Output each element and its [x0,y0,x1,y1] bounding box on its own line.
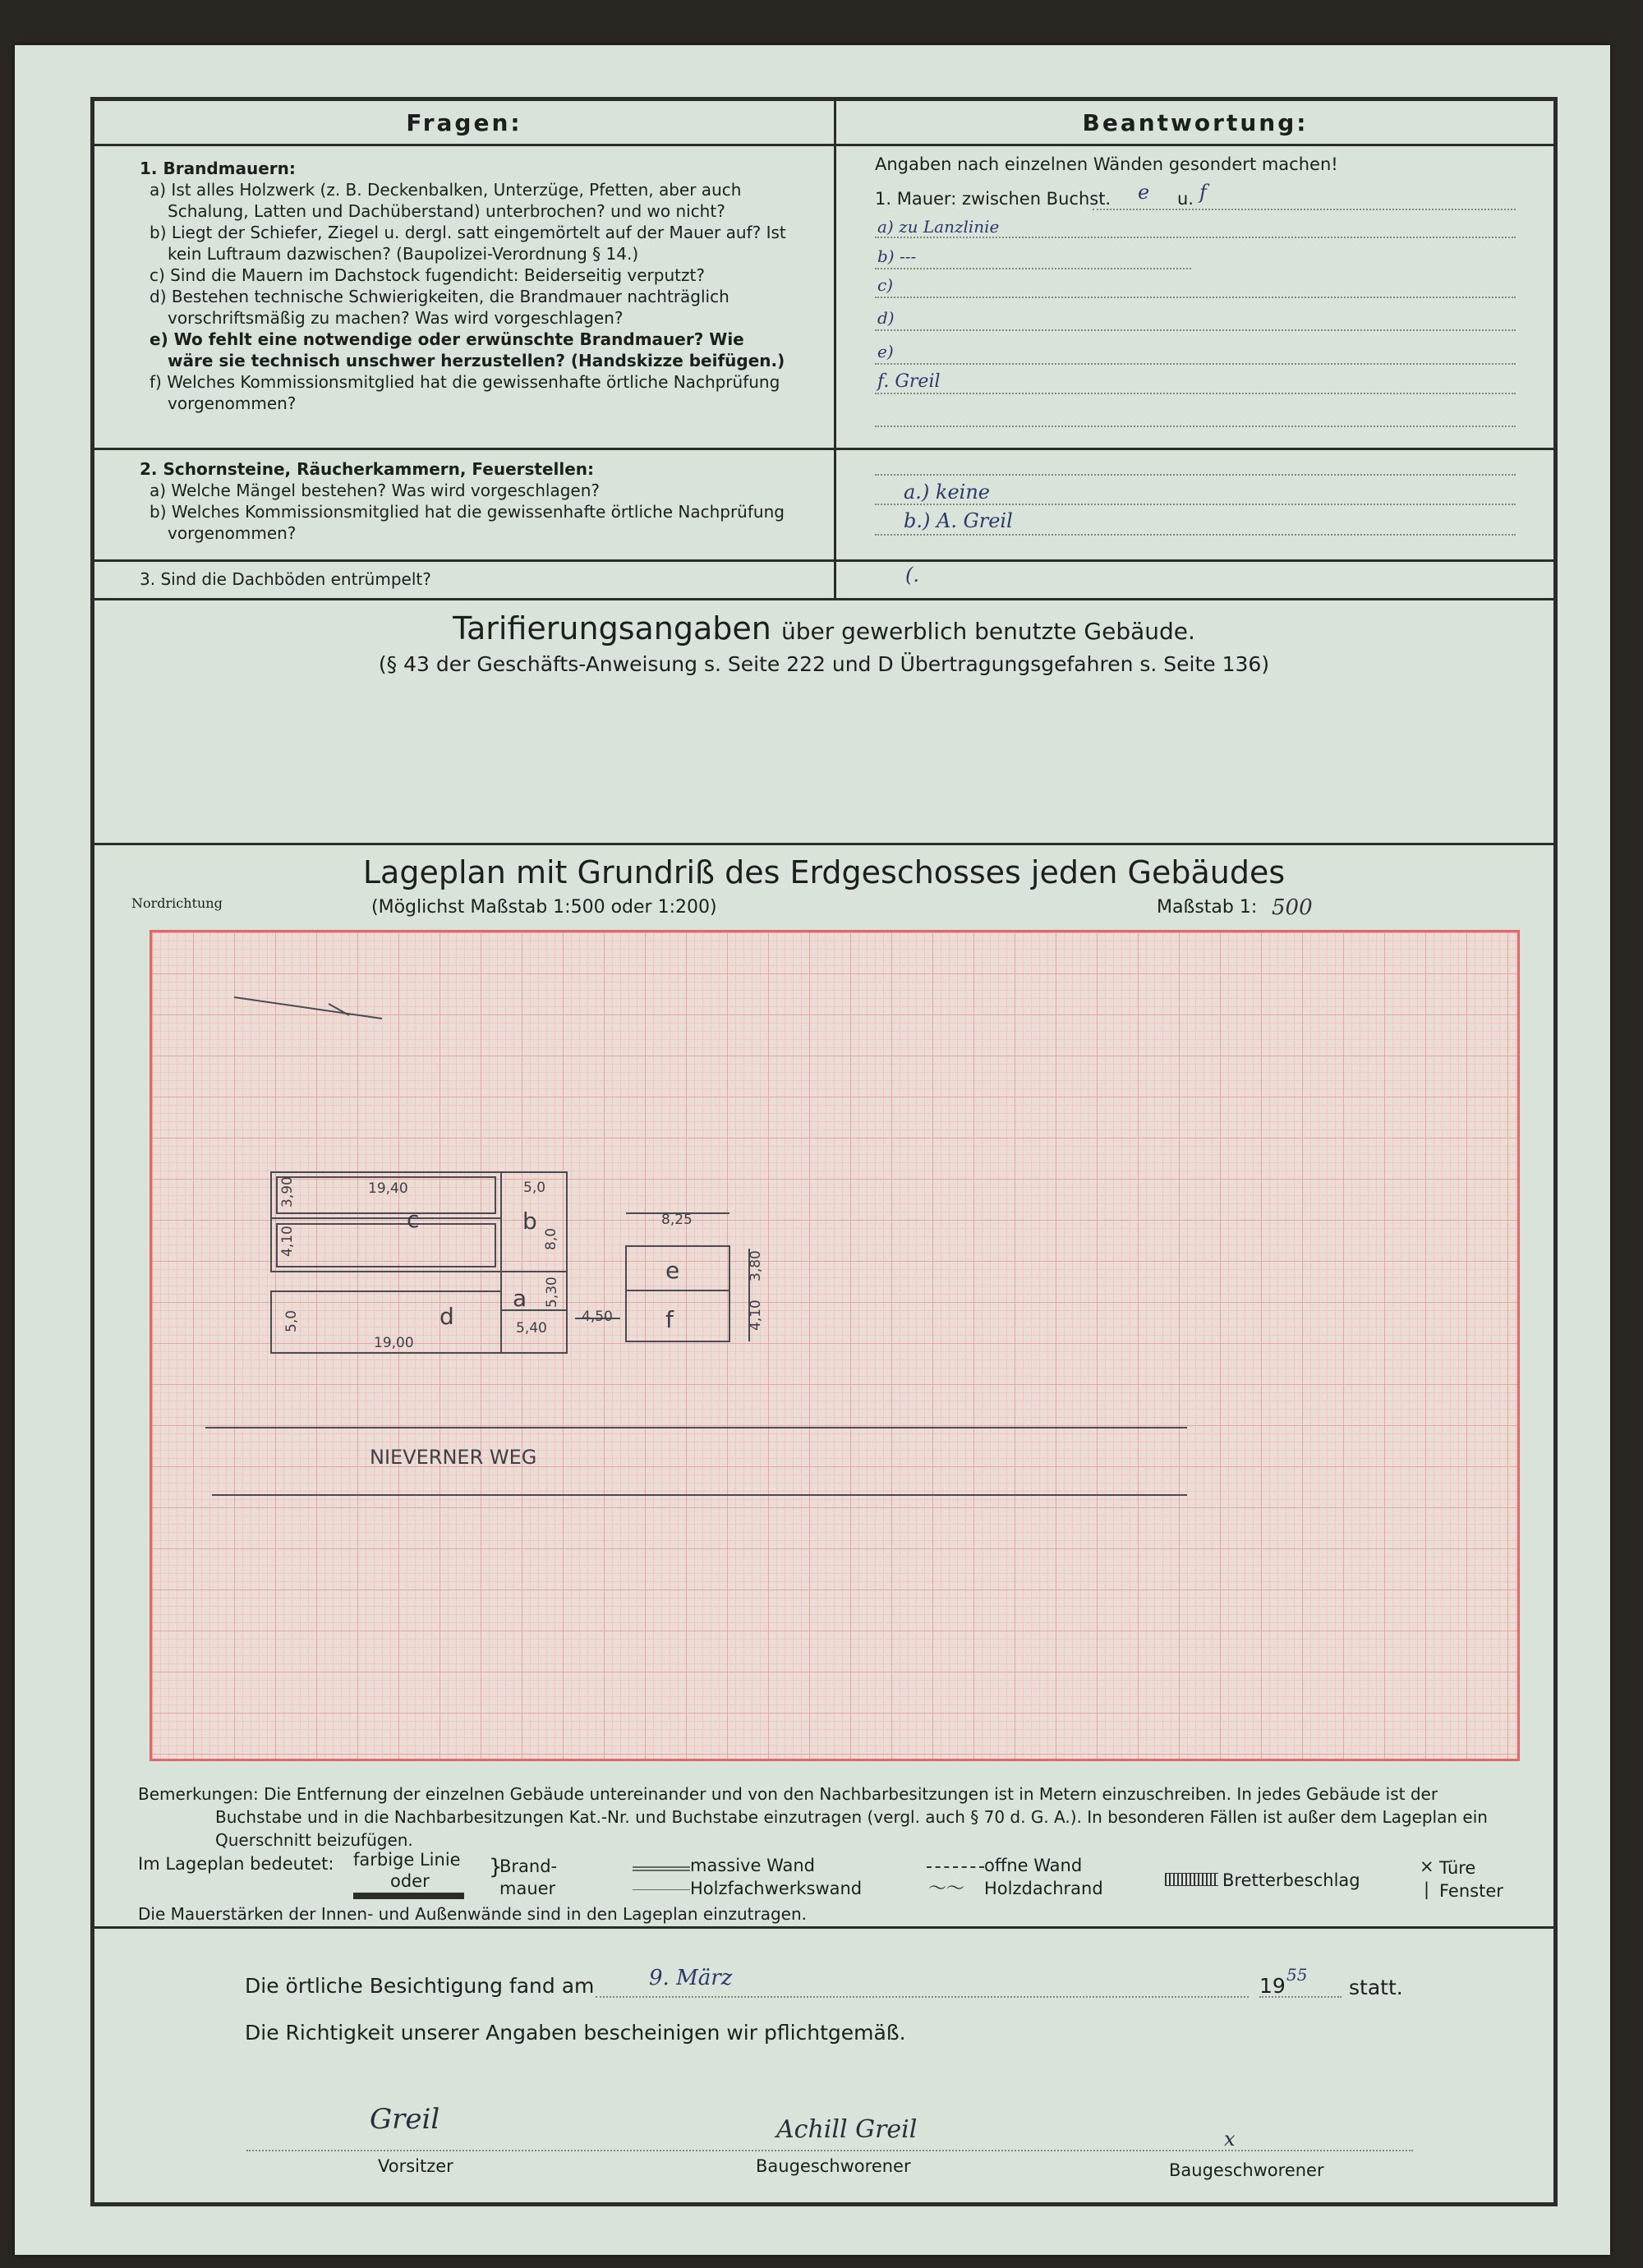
tarif-sub: (§ 43 der Geschäfts-Anweisung s. Seite 222 und D Übertragungsgefahren s. Seite 136) [378,652,1270,676]
label-f: f [665,1306,674,1333]
dim-label: 5,40 [516,1320,547,1336]
answer-intro: Angaben nach einzelnen Wänden gesondert machen! [875,154,1338,174]
answer-2b: b.) A. Greil [904,509,1013,532]
answer-f: f. Greil [877,371,941,392]
signature-vorsitzer: Greil [370,2103,440,2136]
footer-richtigkeit: Die Richtigkeit unserer Angaben bescheinigen wir pflichtgemäß. [245,2021,906,2045]
label-e: e [665,1257,680,1284]
label-a: a [513,1285,527,1312]
tarif-title-main: Tarifierungsangaben [453,610,771,646]
q2-a: a) Welche Mängel bestehen? Was wird vorgeschlagen? [150,481,601,500]
legend-intro: Im Lageplan bedeutet: [138,1854,334,1874]
answer-a: a) zu Lanzlinie [877,217,1000,237]
q2-b: b) Welches Kommissionsmitglied hat die gewissenhafte örtliche Nachprüfung vorgenommen? [150,502,785,543]
q1-f: f) Welches Kommissionsmitglied hat die gewissenhafte örtliche Nachprüfung vorgenommen? [150,372,780,413]
tarif-title-rest: über gewerblich benutzte Gebäude. [780,618,1195,645]
bemerkungen-l2: Buchstabe und in die Nachbarbesitzungen Kat.-Nr. und Buchstabe einzutragen (vergl. auch § 70 d. G. A.). In besonderen Fällen ist außer dem Lageplan ein [215,1807,1488,1827]
signature-line [246,2150,1413,2151]
dim-label: 5,0 [523,1180,546,1196]
footer-jahr: 55 [1286,1965,1308,1985]
answer-mauer: 1. Mauer: zwischen Buchst. [875,189,1111,209]
footer-jahr-pre: 19 [1259,1974,1286,1998]
legend-holzfach-line [633,1889,690,1890]
dim-label: 5,30 [544,1277,560,1308]
legend-bretter: Bretterbeschlag [1222,1870,1360,1890]
north-arrow [234,997,382,1019]
answer-buchst1: e [1138,181,1150,204]
legend-fenster: Fenster [1439,1881,1503,1901]
q1-a: a) Ist alles Holzwerk (z. B. Deckenbalken, Unterzüge, Pfetten, aber auch Schalung, Latten und Dachüberstand) unterbrochen? und wo nicht? [150,180,742,221]
label-c: c [407,1206,420,1233]
answer-c: c) [877,275,894,295]
header-beantwortung: Beantwortung: [1082,108,1309,136]
lageplan-sub: (Möglichst Maßstab 1:500 oder 1:200) [371,897,717,918]
legend-fenster-icon: | [1424,1879,1430,1899]
legend-offen-line [927,1866,984,1868]
q2-title: 2. Schornsteine, Räucherkammern, Feuerstellen: [140,459,595,479]
dim-label: 4,50 [582,1309,613,1325]
nordrichtung: Nordrichtung [131,895,223,911]
label-b: b [522,1208,537,1235]
legend-holzdach: Holzdachrand [984,1879,1103,1898]
answer-3: (. [905,564,919,587]
legend-farbig: farbige Linie [353,1850,461,1870]
dim-label: 19,00 [374,1335,414,1351]
legend-brand1: Brand- [499,1856,558,1876]
legend-holzdach-line: ～～ [928,1879,965,1899]
legend-oder: oder [390,1871,430,1891]
q1-b: b) Liegt der Schiefer, Ziegel u. dergl. satt eingemörtelt auf der Mauer auf? Ist kein Luftraum dazwischen? (Baupolizei-Verordnung § 14.) [150,223,786,264]
legend-mauerstaerken: Die Mauerstärken der Innen- und Außenwände sind in den Lageplan einzutragen. [138,1904,807,1924]
footer-datum: 9. März [649,1966,733,1990]
bemerkungen-l1: Bemerkungen: Die Entfernung der einzelnen Gebäude untereinander und von den Nachbarbesitzungen ist in Metern einzuschreiben. In jedes Gebäude ist der [138,1784,1438,1804]
legend-tuere: Türe [1439,1858,1476,1878]
bemerkungen-l3: Querschnitt beizufügen. [215,1830,413,1850]
legend-massiv: massive Wand [690,1856,815,1875]
footer-besichtigung: Die örtliche Besichtigung fand am [245,1974,595,1998]
label-baugeschworener-1: Baugeschworener [756,2156,911,2176]
answer-d: d) [877,308,895,328]
north-arrow-head [329,1004,349,1015]
q1-c: c) Sind die Mauern im Dachstock fugendicht: Beiderseitig verputzt? [150,265,705,285]
legend-brand-line [353,1893,464,1899]
label-d: d [440,1303,454,1330]
question-3: 3. Sind die Dachböden entrümpelt? [140,569,431,589]
signature-baug1: Achill Greil [776,2115,918,2144]
dim-label: 3,80 [748,1250,764,1281]
label-vorsitzer: Vorsitzer [378,2156,453,2176]
footer-year-line [1259,1996,1342,1998]
signature-baug2: x [1224,2128,1236,2151]
legend-offen: offne Wand [984,1856,1083,1875]
legend-brand2: mauer [499,1879,556,1898]
footer-statt: statt. [1349,1976,1403,1999]
legend-massiv-line [633,1866,690,1871]
dim-label: 4,10 [748,1300,764,1331]
label-baugeschworener-2: Baugeschworener [1169,2160,1324,2180]
answer-und: u. [1177,189,1194,209]
header-fragen: Fragen: [406,108,522,136]
q1-title: 1. Brandmauern: [140,159,296,178]
massstab-label: Maßstab 1: [1157,897,1258,918]
footer-date-line [596,1996,1249,1998]
dim-label: 3,90 [279,1176,296,1208]
building-f [626,1290,729,1341]
legend-bretter-mark [1165,1873,1218,1886]
dim-label: 4,10 [279,1226,296,1257]
answer-buchst2: f [1199,181,1207,204]
answer-e: e) [877,342,894,361]
legend-tuere-icon: × [1420,1856,1434,1876]
lageplan-title: Lageplan mit Grundriß des Erdgeschosses jeden Gebäudes [362,854,1286,890]
dim-label: 8,0 [543,1227,559,1250]
q1-e: e) Wo fehlt eine notwendige oder erwünschte Brandmauer? Wie wäre sie technisch unschwer herzustellen? (Handskizze beifügen.) [150,329,785,370]
answer-2a: a.) keine [904,481,991,504]
dim-label: 19,40 [368,1180,408,1197]
answer-b: b) --- [877,246,917,266]
legend-holzfach: Holzfachwerkswand [690,1879,863,1898]
massstab-value: 500 [1272,895,1313,920]
q1-d: d) Bestehen technische Schwierigkeiten, die Brandmauer nachträglich vorschriftsmäßig zu machen? Was wird vorgeschlagen? [150,287,729,328]
dim-label: 5,0 [283,1309,300,1332]
legend-brace: } [489,1855,503,1879]
building-row2 [271,1218,501,1272]
road-name: NIEVERNER WEG [370,1446,537,1469]
dim-label: 8,25 [661,1212,693,1228]
building-row2-inner [277,1224,495,1267]
